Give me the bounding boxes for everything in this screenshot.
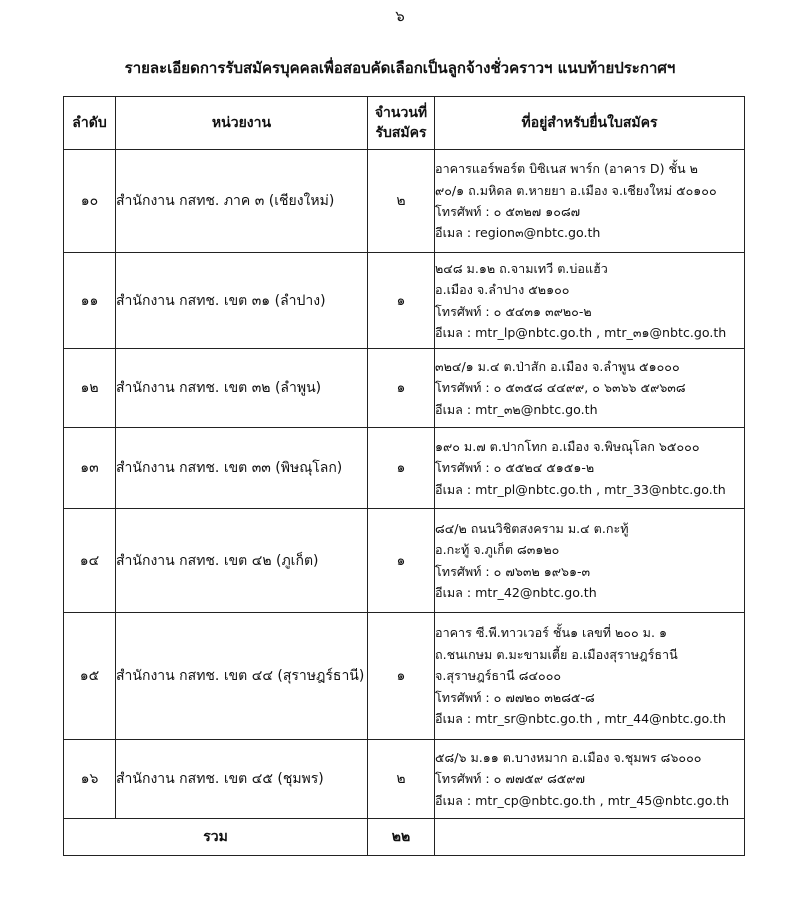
address-line: ๒๔๘ ม.๑๒ ถ.จามเทวี ต.บ่อแฮ้ว <box>435 260 608 276</box>
email-line: อีเมล : region๓@nbtc.go.th <box>435 225 601 241</box>
row-unit: สำนักงาน กสทช. เขต ๓๓ (พิษณุโลก) <box>116 428 368 509</box>
header-count <box>368 97 435 150</box>
phone-line: โทรศัพท์ : ๐ ๕๕๒๔ ๕๑๕๑-๒ <box>435 460 595 476</box>
phone-line: โทรศัพท์ : ๐ ๗๖๓๒ ๑๙๖๑-๓ <box>435 563 591 579</box>
header-address: ที่อยู่สำหรับยื่นใบสมัคร <box>435 97 745 150</box>
applicant-table <box>63 96 745 856</box>
row-unit: สำนักงาน กสทช. เขต ๓๒ (ลำพูน) <box>116 349 368 428</box>
document-title: รายละเอียดการรับสมัครบุคคลเพื่อสอบคัดเลือกเป็นลูกจ้างชั่วคราวฯ แนบท้ายประกาศฯ <box>124 59 676 77</box>
row-address <box>435 150 745 253</box>
address-line: อาคารแอร์พอร์ต บิซิเนส พาร์ก (อาคาร D) ชั้น ๒ <box>435 161 698 177</box>
row-unit: สำนักงาน กสทช. เขต ๔๔ (สุราษฎร์ธานี) <box>116 613 368 740</box>
row-no: ๑๕ <box>64 613 116 740</box>
address-line: อ.เมือง จ.ลำปาง ๕๒๑๐๐ <box>435 282 570 298</box>
row-count: ๑ <box>368 428 435 509</box>
email-line: อีเมล : mtr_cp@nbtc.go.th , mtr_45@nbtc.go.th <box>435 792 730 808</box>
row-count: ๒ <box>368 740 435 819</box>
email-line: อีเมล : mtr_pl@nbtc.go.th , mtr_33@nbtc.go.th <box>435 481 726 497</box>
phone-line: โทรศัพท์ : ๐ ๗๗๒๐ ๓๒๘๕-๘ <box>435 689 595 705</box>
row-count: ๑ <box>368 349 435 428</box>
address-line: ถ.ชนเกษม ต.มะขามเตี้ย อ.เมืองสุราษฎร์ธานี <box>435 646 678 662</box>
row-unit: สำนักงาน กสทช. เขต ๓๑ (ลำปาง) <box>116 253 368 349</box>
header-unit: หน่วยงาน <box>116 97 368 150</box>
row-address <box>435 740 745 819</box>
header-count-line1: จำนวนที่ <box>374 105 428 121</box>
address-line: ๕๘/๖ ม.๑๑ ต.บางหมาก อ.เมือง จ.ชุมพร ๘๖๐๐๐ <box>435 749 702 765</box>
phone-line: โทรศัพท์ : ๐ ๕๓๒๗ ๑๐๘๗ <box>435 204 581 219</box>
table-row <box>64 150 745 253</box>
row-address <box>435 253 745 349</box>
total-address-empty <box>435 819 745 856</box>
table-row <box>64 509 745 613</box>
address-line: ๘๔/๒ ถนนวิชิตสงคราม ม.๔ ต.กะทู้ <box>435 520 629 536</box>
row-unit: สำนักงาน กสทช. ภาค ๓ (เชียงใหม่) <box>116 150 368 253</box>
email-line: อีเมล : mtr_42@nbtc.go.th <box>435 584 597 600</box>
row-unit: สำนักงาน กสทช. เขต ๔๕ (ชุมพร) <box>116 740 368 819</box>
row-no: ๑๒ <box>64 349 116 428</box>
row-address <box>435 428 745 509</box>
address-line: ๑๙๐ ม.๗ ต.ปากโทก อ.เมือง จ.พิษณุโลก ๖๕๐๐๐ <box>435 438 700 454</box>
address-line: อาคาร ซี.พี.ทาวเวอร์ ชั้น๑ เลขที่ ๒๐๐ ม. ๑ <box>435 625 667 641</box>
phone-line: โทรศัพท์ : ๐ ๕๓๕๘ ๔๔๙๙, ๐ ๖๓๖๖ ๕๙๖๓๘ <box>435 380 686 396</box>
table-row <box>64 349 745 428</box>
row-address <box>435 509 745 613</box>
phone-line: โทรศัพท์ : ๐ ๗๗๕๙ ๘๕๙๗ <box>435 771 586 787</box>
table-row <box>64 253 745 349</box>
header-no: ลำดับ <box>64 97 116 150</box>
address-line: ๙๐/๑ ถ.มหิดล ต.หายยา อ.เมือง จ.เชียงใหม่ ๕๐๑๐๐ <box>435 182 717 198</box>
email-line: อีเมล : mtr_sr@nbtc.go.th , mtr_44@nbtc.go.th <box>435 711 726 727</box>
address-line: ๓๒๔/๑ ม.๔ ต.ป่าสัก อ.เมือง จ.ลำพูน ๕๑๐๐๐ <box>435 358 680 374</box>
table-row <box>64 740 745 819</box>
row-count: ๑ <box>368 253 435 349</box>
row-count: ๒ <box>368 150 435 253</box>
row-no: ๑๔ <box>64 509 116 613</box>
row-count: ๑ <box>368 613 435 740</box>
row-address <box>435 613 745 740</box>
total-count: ๒๒ <box>368 819 435 856</box>
email-line: อีเมล : mtr_๓๒@nbtc.go.th <box>435 401 598 417</box>
email-line: อีเมล : mtr_lp@nbtc.go.th , mtr_๓๑@nbtc.go.th <box>435 324 727 340</box>
row-no: ๑๓ <box>64 428 116 509</box>
row-no: ๑๖ <box>64 740 116 819</box>
total-label: รวม <box>64 819 368 856</box>
address-line: อ.กะทู้ จ.ภูเก็ต ๘๓๑๒๐ <box>435 542 560 558</box>
phone-line: โทรศัพท์ : ๐ ๕๔๓๑ ๓๙๒๐-๒ <box>435 303 592 319</box>
address-line: จ.สุราษฎร์ธานี ๘๔๐๐๐ <box>435 668 562 684</box>
row-address <box>435 349 745 428</box>
page-number: ๖ <box>395 7 405 25</box>
table-row <box>64 428 745 509</box>
row-no: ๑๐ <box>64 150 116 253</box>
row-count: ๑ <box>368 509 435 613</box>
header-count-line2: รับสมัคร <box>375 125 427 141</box>
row-unit: สำนักงาน กสทช. เขต ๔๒ (ภูเก็ต) <box>116 509 368 613</box>
table-row <box>64 613 745 740</box>
row-no: ๑๑ <box>64 253 116 349</box>
table-header-row <box>64 97 745 150</box>
total-row <box>64 819 745 856</box>
